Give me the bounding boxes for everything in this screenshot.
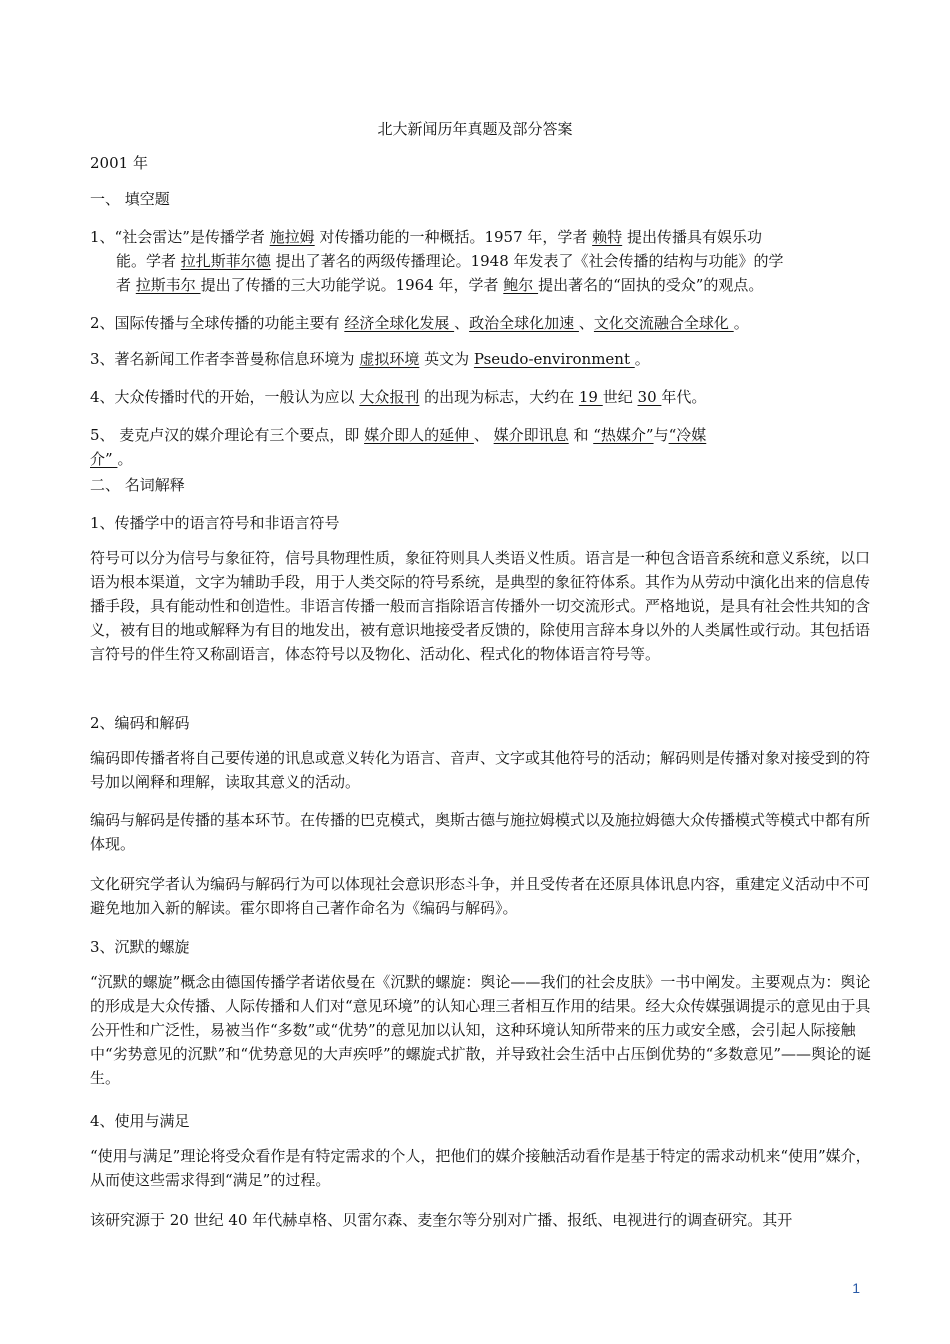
text: 、 xyxy=(578,314,594,332)
text: 世纪 xyxy=(602,388,638,406)
question-3 xyxy=(90,348,650,369)
document-title: 北大新闻历年真题及部分答案 xyxy=(377,120,573,138)
text: 、 xyxy=(473,426,494,444)
answer: 经济全球化发展 xyxy=(344,314,455,332)
term-3-body: “沉默的螺旋”概念由德国传播学者诺依曼在《沉默的螺旋：舆论——我们的社会皮肤》一书中阐发。主要观点为：舆论的形成是大众传播、人际传播和人们对“意见环境”的认知心理三者相互作用的结果。经大众传媒强调提示的意见由于具公开性和广泛性，易被当作“多数”或“优势”的意见加以认知，这种环境认知所带来的压力或安全感，会引起人际接触中“劣势意见的沉默”和“优势意见的大声疾呼”的螺旋式扩散，并导致社会生活中占压倒优势的“多数意见”——舆论的诞生。 xyxy=(90,973,872,1087)
text: 3、著名新闻工作者李普曼称信息环境为 xyxy=(90,350,360,368)
answer: 媒介即人的延伸 xyxy=(364,426,474,444)
answer: 赖特 xyxy=(592,228,623,246)
question-1-line-2 xyxy=(116,250,784,271)
text: 的出现为标志，大约在 xyxy=(419,388,579,406)
answer: 拉斯韦尔 xyxy=(135,276,201,294)
text: 英文为 xyxy=(419,350,474,368)
question-2 xyxy=(90,312,749,333)
answer: 文化交流融合全球化 xyxy=(593,314,734,332)
question-1-line-3 xyxy=(116,274,763,295)
answer: Pseudo-environment xyxy=(473,350,635,368)
text: 提出传播具有娱乐功 xyxy=(622,228,762,246)
text: 。 xyxy=(634,350,650,368)
text: 和 xyxy=(568,426,594,444)
term-2-heading: 2、编码和解码 xyxy=(90,714,190,732)
answer: 介” xyxy=(90,450,118,468)
text: 提出了著名的两级传播理论。1948 年发表了《社会传播的结构与功能》的学 xyxy=(270,252,784,270)
answer: 拉扎斯菲尔德 xyxy=(180,252,271,270)
text: 4、大众传播时代的开始，一般认为应以 xyxy=(90,388,360,406)
term-4-heading: 4、使用与满足 xyxy=(90,1112,190,1130)
answer: 大众报刊 xyxy=(359,388,420,406)
text: 者 xyxy=(116,276,136,294)
text: 。 xyxy=(733,314,749,332)
text: 提出著名的“固执的受众”的观点。 xyxy=(538,276,764,294)
question-5-line-2 xyxy=(90,448,132,469)
year-heading: 2001 年 xyxy=(90,154,148,172)
term-1-heading: 1、传播学中的语言符号和非语言符号 xyxy=(90,514,340,532)
term-4-body-2: 该研究源于 20 世纪 40 年代赫卓格、贝雷尔森、麦奎尔等分别对广播、报纸、电视进行的调查研究。其开 xyxy=(90,1211,793,1229)
text: 1、“社会雷达”是传播学者 xyxy=(90,228,270,246)
text: 年代。 xyxy=(661,388,707,406)
answer: “冷媒 xyxy=(668,426,707,444)
text: 提出了传播的三大功能学说。1964 年，学者 xyxy=(200,276,504,294)
term-2-body-2: 编码与解码是传播的基本环节。在传播的巴克模式，奥斯古德与施拉姆模式以及施拉姆德大众传播模式等模式中都有所体现。 xyxy=(90,811,871,853)
answer: “热媒介” xyxy=(593,426,654,444)
section-heading-fill-blank: 一、 填空题 xyxy=(90,190,170,208)
answer: 19 xyxy=(578,388,603,406)
answer: 虚拟环境 xyxy=(359,350,420,368)
answer: 政治全球化加速 xyxy=(469,314,579,332)
text: 5、 麦克卢汉的媒介理论有三个要点，即 xyxy=(90,426,365,444)
page-number: 1 xyxy=(852,1280,860,1296)
text: 能。学者 xyxy=(116,252,181,270)
term-4-body-1: “使用与满足”理论将受众看作是有特定需求的个人，把他们的媒介接触活动看作是基于特定的需求动机来“使用”媒介，从而使这些需求得到“满足”的过程。 xyxy=(90,1147,871,1189)
question-5-line-1 xyxy=(90,424,706,445)
text: 对传播功能的一种概括。1957 年，学者 xyxy=(314,228,593,246)
text: 、 xyxy=(454,314,470,332)
section-heading-terms: 二、 名词解释 xyxy=(90,476,185,494)
term-1-body: 符号可以分为信号与象征符，信号具物理性质，象征符则具人类语义性质。语言是一种包含语音系统和意义系统，以口语为根本渠道，文字为辅助手段，用于人类交际的符号系统，是典型的象征符体系。其作为从劳动中演化出来的信息传播手段，具有能动性和创造性。非语言传播一般而言指除语言传播外一切交流形式。严格地说，是具有社会性共知的含义，被有目的地或解释为有目的地发出，被有意识地接受者反馈的，除使用言辞本身以外的人类属性或行动。其包括语言符号的伴生符又称副语言，体态符号以及物化、活动化、程式化的物体语言符号等。 xyxy=(90,549,871,663)
term-2-body-1: 编码即传播者将自己要传递的讯息或意义转化为语言、音声、文字或其他符号的活动；解码则是传播对象对接受到的符号加以阐释和理解，读取其意义的活动。 xyxy=(90,749,871,791)
text: 。 xyxy=(117,450,133,468)
term-2-body-3: 文化研究学者认为编码与解码行为可以体现社会意识形态斗争，并且受传者在还原具体讯息内容，重建定义活动中不可避免地加入新的解读。霍尔即将自己著作命名为《编码与解码》。 xyxy=(90,875,871,917)
text: 2、国际传播与全球传播的功能主要有 xyxy=(90,314,345,332)
answer: 媒介即讯息 xyxy=(493,426,569,444)
answer: 施拉姆 xyxy=(269,228,315,246)
term-3-heading: 3、沉默的螺旋 xyxy=(90,938,190,956)
question-4 xyxy=(90,386,706,407)
question-1-line-1 xyxy=(90,226,762,247)
answer: 鲍尔 xyxy=(503,276,539,294)
text: 与 xyxy=(653,426,669,444)
answer: 30 xyxy=(637,388,662,406)
